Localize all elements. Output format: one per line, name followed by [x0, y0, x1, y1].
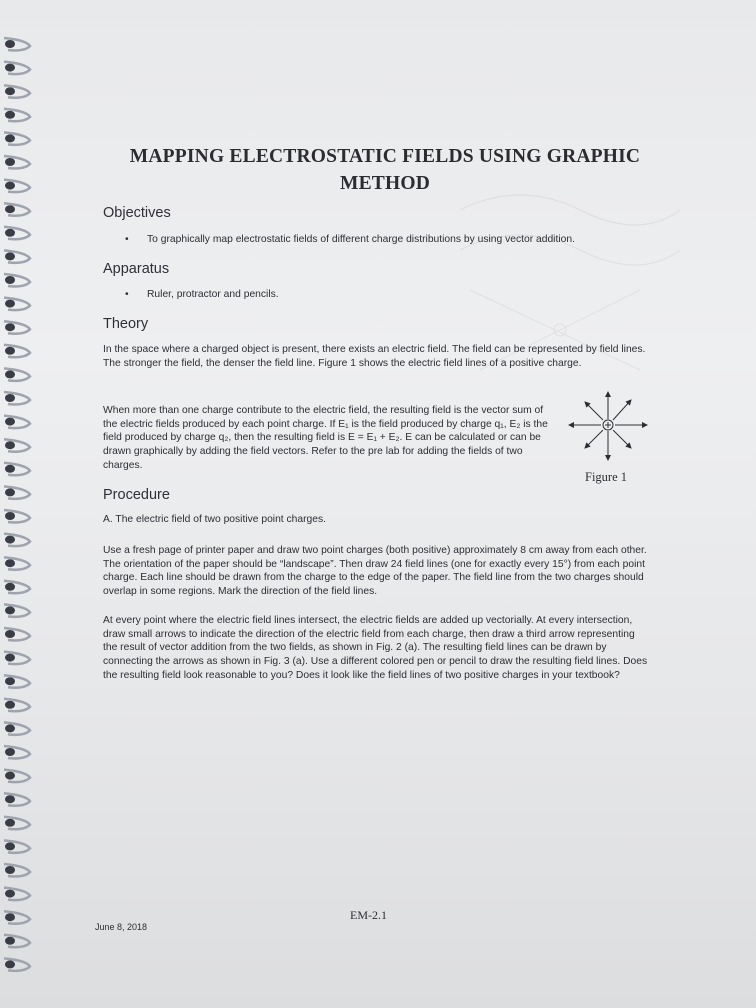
spiral-loop — [4, 888, 30, 901]
spiral-loop — [4, 864, 30, 877]
apparatus-bullet — [125, 289, 685, 300]
spiral-loop — [4, 392, 30, 405]
bullet-icon: • — [125, 234, 129, 245]
spiral-loop — [4, 793, 30, 806]
spiral-loop — [4, 227, 30, 240]
spiral-loop — [4, 439, 30, 452]
spiral-loop — [4, 652, 30, 665]
objectives-heading: Objectives — [103, 205, 171, 221]
spiral-loop — [4, 534, 30, 547]
figure-1-caption: Figure 1 — [585, 470, 628, 484]
spiral-loop — [4, 250, 30, 263]
spiral-loop — [4, 109, 30, 122]
procedure-heading: Procedure — [103, 487, 170, 503]
apparatus-text: Ruler, protractor and pencils. — [147, 289, 279, 300]
spiral-loop — [4, 132, 30, 145]
spiral-loop — [4, 62, 30, 75]
spiral-loop — [4, 958, 30, 971]
spiral-loop — [4, 581, 30, 594]
spiral-loop — [4, 746, 30, 759]
spiral-loop — [4, 770, 30, 783]
spiral-loop — [4, 911, 30, 924]
bullet-icon: • — [125, 289, 129, 300]
objectives-text: To graphically map electrostatic fields of different charge distributions by using vector addition. — [147, 234, 575, 245]
page-number: EM-2.1 — [350, 908, 387, 922]
spiral-loop — [4, 557, 30, 570]
spiral-loop — [4, 416, 30, 429]
theory-paragraph-1: In the space where a charged object is present, there exists an electric field. The field can be represented by field lines. The stronger the field, the denser the field line. Figure 1 shows the electric field lines of a positive charge. — [103, 344, 646, 369]
spiral-loop — [4, 699, 30, 712]
spiral-loop — [4, 156, 30, 169]
spiral-loop — [4, 274, 30, 287]
page-title: MAPPING ELECTROSTATIC FIELDS USING GRAPHIC METHOD — [129, 146, 641, 194]
spiral-loop — [4, 486, 30, 499]
spiral-loop — [4, 604, 30, 617]
spiral-loop — [4, 368, 30, 381]
footer-date: June 8, 2018 — [95, 922, 148, 932]
spiral-loop — [4, 817, 30, 830]
procedure-paragraph-1: Use a fresh page of printer paper and draw two point charges (both positive) approximately 8 cm away from each other. The orientation of the paper should be “landscape”. Then draw 24 field lines (one for exactly every 15°) from each point charge. Each line should be drawn from the charge to the edge of the paper. The field line from the two charges should overlap in some regions. Mark the direction of the field lines. — [103, 545, 647, 598]
spiral-binding — [0, 30, 40, 990]
spiral-loop — [4, 345, 30, 358]
spiral-loop — [4, 321, 30, 334]
spiral-loop — [4, 38, 30, 51]
spiral-loop — [4, 510, 30, 523]
procedure-paragraph-2: At every point where the electric field lines intersect, the electric fields are added up vectorially. At every intersection, draw small arrows to indicate the direction of the electric field from each charge, then draw a third arrow representing the result of vector addition from the two fields, as shown in Fig. 2 (a). The resulting field lines can be drawn by connecting the arrows as shown in Fig. 3 (a). Use a different colored pen or pencil to draw the resulting field lines. Does the resulting field look reasonable to you? Does it look like the field lines of two positive charges in your textbook? — [103, 615, 648, 681]
spiral-loop — [4, 180, 30, 193]
spiral-loop — [4, 840, 30, 853]
spiral-loop — [4, 935, 30, 948]
objectives-bullet — [125, 234, 685, 245]
spiral-loop — [4, 203, 30, 216]
spiral-loop — [4, 85, 30, 98]
procedure-item-a: A. The electric field of two positive point charges. — [103, 514, 327, 525]
spiral-loop — [4, 298, 30, 311]
figure-1-field-lines — [563, 386, 653, 466]
theory-paragraph-2: When more than one charge contribute to the electric field, the resulting field is the vector sum of the electric fields produced by each point charge. If E₁ is the field produced by charge q₁, E₂ is the field produced by charge q₂, then the resulting field is E = E₁ + E₂. E can be calculated or can be drawn graphically by adding the field vectors. Refer to the pre lab for adding the fields of two charges. — [103, 405, 548, 471]
spiral-loop — [4, 463, 30, 476]
theory-heading: Theory — [103, 316, 149, 332]
spiral-loop — [4, 675, 30, 688]
spiral-loop — [4, 628, 30, 641]
apparatus-heading: Apparatus — [103, 261, 170, 277]
spiral-loop — [4, 722, 30, 735]
